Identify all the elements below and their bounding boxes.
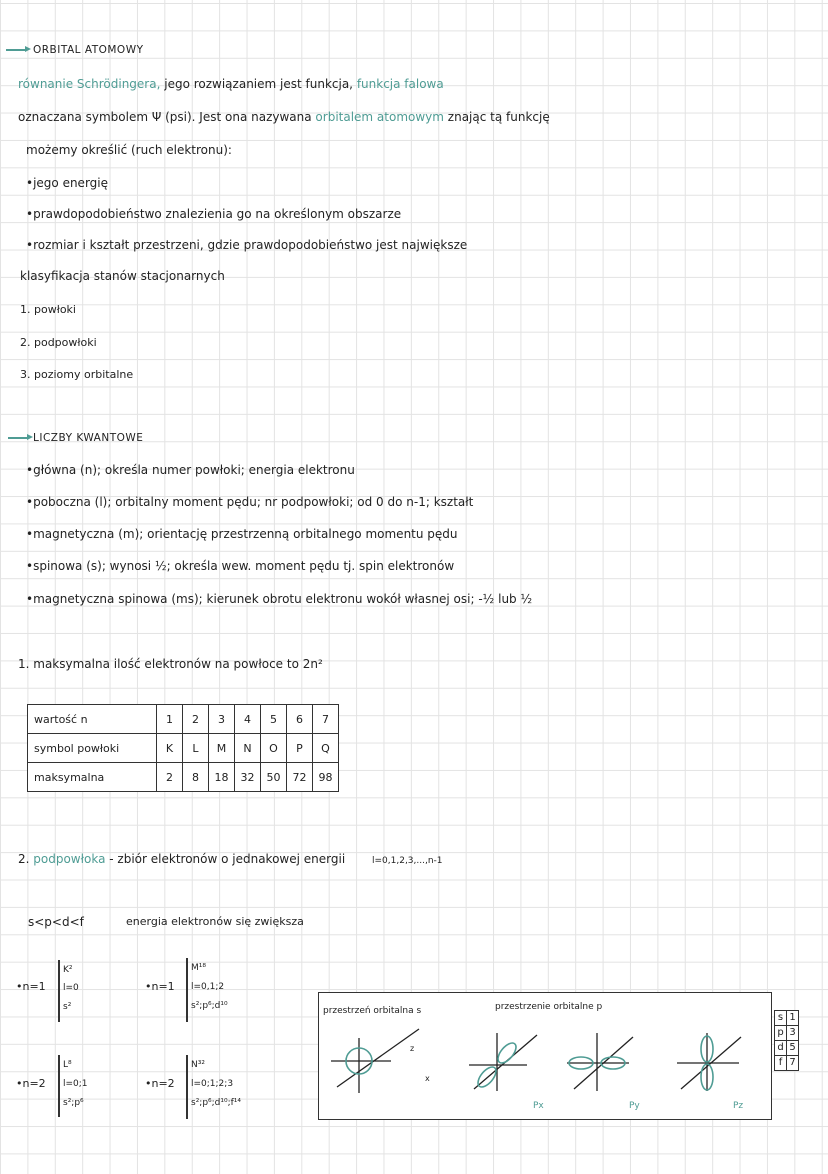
symbol-line <box>18 109 550 125</box>
shell-value: s² <box>63 1002 72 1012</box>
table-cell: 8 <box>183 763 209 792</box>
divider <box>186 958 188 1022</box>
table-row <box>28 734 339 763</box>
quantum-heading: LICZBY KWANTOWE <box>33 432 144 444</box>
pz-label: Pz <box>733 1101 744 1111</box>
n2b-label: •n=2 <box>145 1077 175 1090</box>
subshell-line <box>18 851 345 867</box>
table-row <box>775 1041 799 1056</box>
table-cell: P <box>287 734 313 763</box>
class-item-1: 1. powłoki <box>20 303 76 316</box>
line-text: oznaczana symbolem Ψ (psi). Jest ona nazywana <box>18 110 312 124</box>
table-cell: 1 <box>157 705 183 734</box>
table-row <box>28 705 339 734</box>
bullet-probability: •prawdopodobieństwo znalezienia go na określonym obszarze <box>26 207 402 221</box>
table-cell: f <box>775 1056 787 1071</box>
px-label: Px <box>533 1101 544 1111</box>
shell-value: s²;p⁶;d¹⁰ <box>191 1001 228 1011</box>
table-cell: 6 <box>287 705 313 734</box>
table-cell: Q <box>313 734 339 763</box>
table-cell: 2 <box>157 763 183 792</box>
schrodinger-line <box>18 76 444 92</box>
table-cell: 32 <box>235 763 261 792</box>
table-cell: 2 <box>183 705 209 734</box>
divider <box>58 1055 60 1117</box>
l-range: l=0,1,2,3,...,n-1 <box>372 856 443 866</box>
shell-value: K² <box>63 965 73 975</box>
quantum-azimuthal: •poboczna (l); orbitalny moment pędu; nr podpowłoki; od 0 do n-1; kształt <box>26 495 474 509</box>
table-cell: 1 <box>787 1011 799 1026</box>
wave-function-term: funkcja falowa <box>353 77 444 91</box>
axis-x-label: x <box>425 1074 430 1083</box>
table-row <box>28 763 339 792</box>
py-label: Py <box>629 1101 640 1111</box>
table-cell: M <box>209 734 235 763</box>
quantum-main: •główna (n); określa numer powłoki; energia elektronu <box>26 463 355 477</box>
orbital-count-table <box>774 1010 799 1071</box>
table-cell: p <box>775 1026 787 1041</box>
shell-value: l=0,1;2 <box>191 982 225 992</box>
shell-table <box>27 704 339 792</box>
table-row <box>775 1011 799 1026</box>
divider <box>58 960 60 1022</box>
max-electrons-line: 1. maksymalna ilość elektronów na powłoce to 2n² <box>18 657 323 671</box>
class-item-2: 2. podpowłoki <box>20 336 97 349</box>
subshell-term: podpowłoka <box>29 852 106 866</box>
row-label: symbol powłoki <box>28 734 157 763</box>
quantum-spin: •spinowa (s); wynosi ½; określa wew. moment pędu tj. spin elektronów <box>26 559 455 573</box>
atomic-orbital-term: orbitalem atomowym <box>311 110 444 124</box>
classification-line: klasyfikacja stanów stacjonarnych <box>20 269 225 283</box>
table-cell: s <box>775 1011 787 1026</box>
shell-value: s²;p⁶;d¹⁰;f¹⁴ <box>191 1098 242 1108</box>
heading-arrow <box>8 437 28 439</box>
quantum-magnetic-spin: •magnetyczna spinowa (ms); kierunek obrotu elektronu wokół własnej osi; -½ lub ½ <box>26 592 533 606</box>
class-item-3: 3. poziomy orbitalne <box>20 368 134 381</box>
determine-line: możemy określić (ruch elektronu): <box>26 143 232 157</box>
quantum-magnetic: •magnetyczna (m); orientację przestrzenną orbitalnego momentu pędu <box>26 527 458 541</box>
orbital-diagram-box <box>318 992 772 1120</box>
table-cell: 4 <box>235 705 261 734</box>
row-label: wartość n <box>28 705 157 734</box>
schrodinger-term: równanie Schrödingera, <box>18 77 161 91</box>
line-text: - zbiór elektronów o jednakowej energii <box>105 852 346 866</box>
table-cell: 3 <box>787 1026 799 1041</box>
table-cell: 18 <box>209 763 235 792</box>
table-row <box>775 1056 799 1071</box>
divider <box>186 1055 188 1119</box>
orbital-drawings <box>319 993 771 1119</box>
row-label: maksymalna <box>28 763 157 792</box>
s-orbital-title: przestrzeń orbitalna s <box>323 1006 422 1016</box>
shell-value: N³² <box>191 1060 205 1070</box>
table-cell: 3 <box>209 705 235 734</box>
table-cell: 50 <box>261 763 287 792</box>
p-orbital-title: przestrzenie orbitalne p <box>495 1002 603 1012</box>
line-text: jego rozwiązaniem jest funkcja, <box>160 77 353 91</box>
n1-label: •n=1 <box>16 980 46 993</box>
n2-label: •n=2 <box>16 1077 46 1090</box>
py-orbital <box>567 1033 633 1091</box>
axis-z-label: z <box>410 1044 415 1053</box>
n1b-label: •n=1 <box>145 980 175 993</box>
table-cell: 98 <box>313 763 339 792</box>
bullet-energy: •jego energię <box>26 176 108 190</box>
pz-orbital <box>677 1033 741 1091</box>
shell-value: M¹⁸ <box>191 963 206 973</box>
bullet-size-shape: •rozmiar i kształt przestrzeni, gdzie prawdopodobieństwo jest największe <box>26 238 468 252</box>
shell-value: s²;p⁶ <box>63 1098 84 1108</box>
shell-value: L⁸ <box>63 1060 72 1070</box>
line-text: znając tą funkcję <box>443 110 550 124</box>
heading-arrow <box>6 49 26 51</box>
shell-value: l=0;1 <box>63 1079 88 1089</box>
table-cell: K <box>157 734 183 763</box>
table-cell: O <box>261 734 287 763</box>
px-orbital <box>469 1033 537 1091</box>
table-cell: 7 <box>787 1056 799 1071</box>
table-cell: 5 <box>787 1041 799 1056</box>
table-cell: 7 <box>313 705 339 734</box>
table-row <box>775 1026 799 1041</box>
table-cell: L <box>183 734 209 763</box>
shell-value: l=0 <box>63 983 79 993</box>
table-cell: 72 <box>287 763 313 792</box>
table-cell: N <box>235 734 261 763</box>
line-text: 2. <box>18 852 30 866</box>
shell-value: l=0;1;2;3 <box>191 1079 234 1089</box>
s-orbital <box>331 1029 419 1093</box>
orbital-heading: ORBITAL ATOMOWY <box>33 44 144 56</box>
energy-order-note: energia elektronów się zwiększa <box>126 915 304 928</box>
table-cell: 5 <box>261 705 287 734</box>
table-cell: d <box>775 1041 787 1056</box>
energy-order: s<p<d<f <box>28 915 84 929</box>
